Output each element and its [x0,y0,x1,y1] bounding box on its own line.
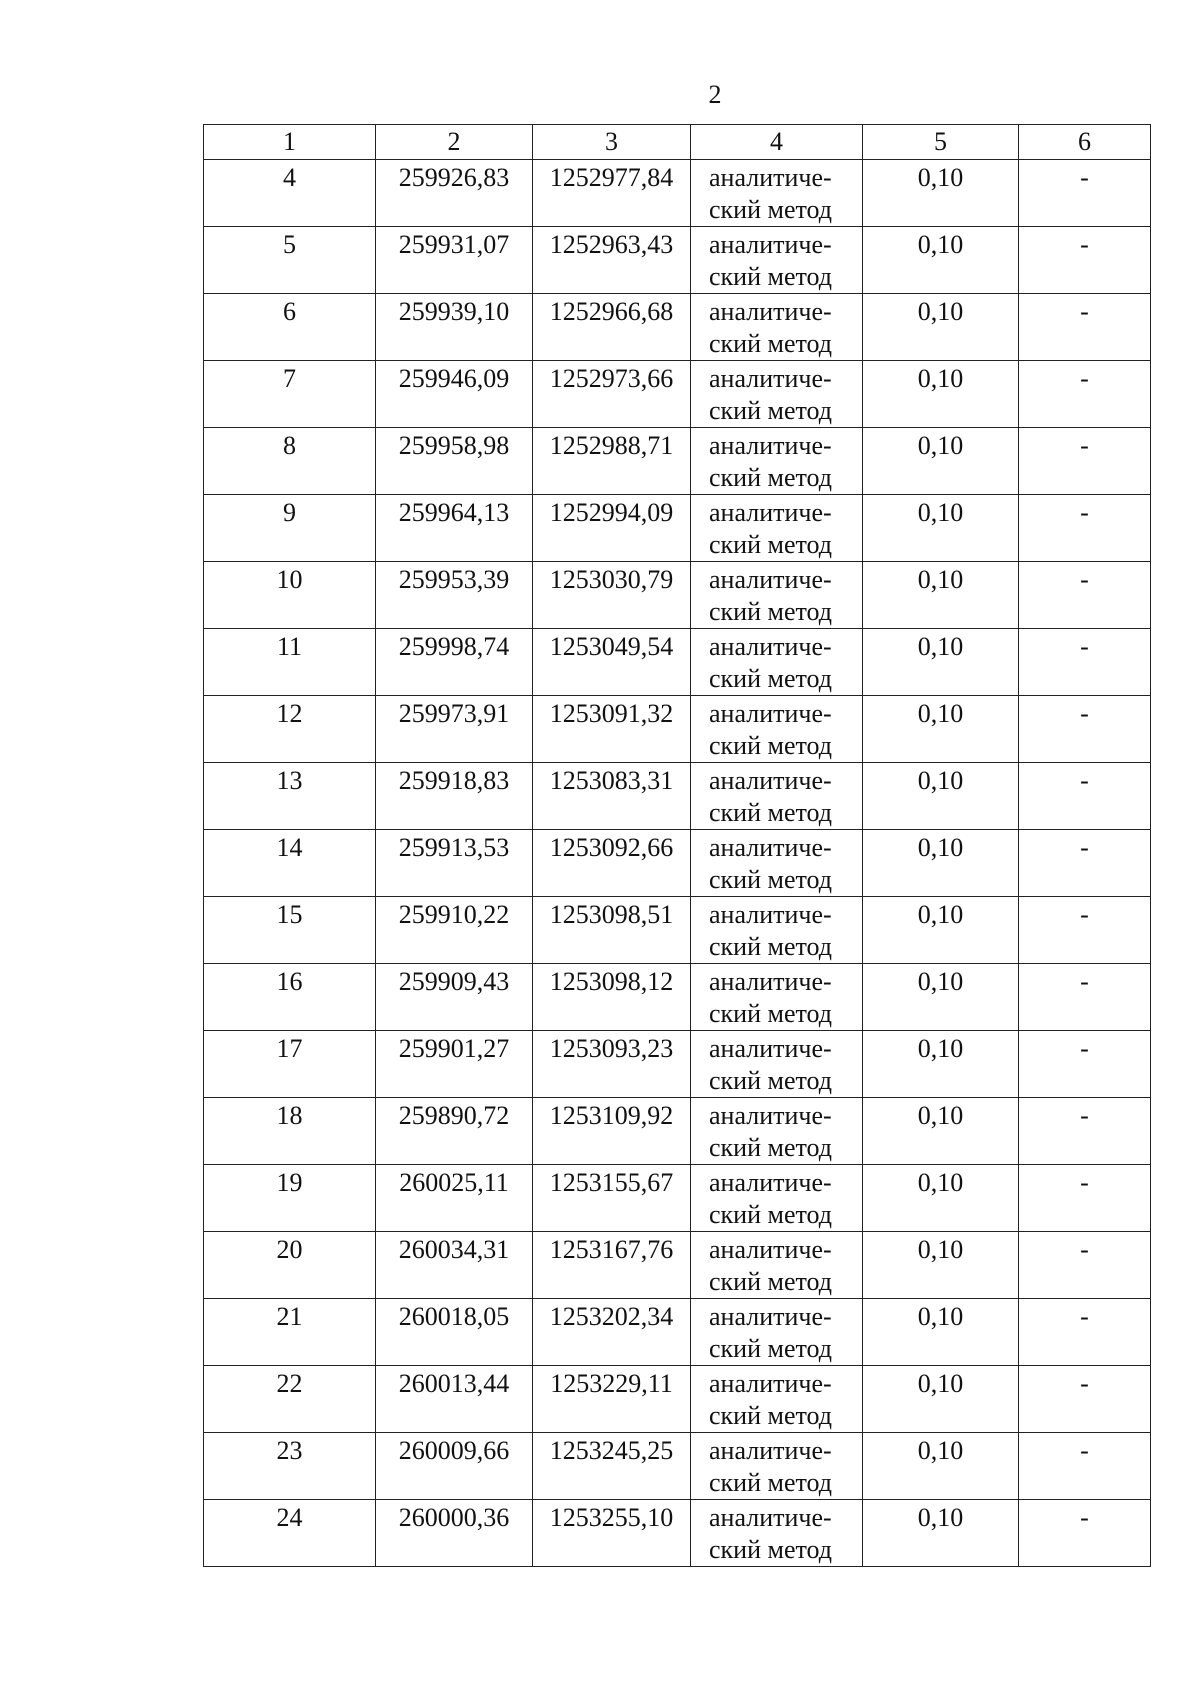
cell-y-coordinate: 1253092,66 [533,830,691,897]
method-line-2: ский метод [709,1267,832,1296]
table-row [204,294,1151,361]
cell-point-number: 20 [204,1232,376,1299]
method-line-2: ский метод [709,463,832,492]
method-line-1: аналитиче- [709,766,832,795]
method-line-2: ский метод [709,597,832,626]
cell-note: - [1019,964,1151,1031]
method-line-2: ский метод [709,731,832,760]
cell-x-coordinate: 259890,72 [376,1098,533,1165]
cell-x-coordinate: 259939,10 [376,294,533,361]
method-line-2: ский метод [709,1133,832,1162]
method-line-2: ский метод [709,1200,832,1229]
cell-y-coordinate: 1253155,67 [533,1165,691,1232]
cell-accuracy: 0,10 [863,428,1019,495]
method-line-2: ский метод [709,1401,832,1430]
table-row [204,361,1151,428]
method-line-1: аналитиче- [709,1503,832,1532]
cell-note: - [1019,1299,1151,1366]
table-row [204,1433,1151,1500]
page-number: 2 [708,80,722,109]
cell-accuracy: 0,10 [863,830,1019,897]
method-line-1: аналитиче- [709,431,832,460]
cell-note: - [1019,1165,1151,1232]
cell-point-number: 23 [204,1433,376,1500]
cell-point-number: 21 [204,1299,376,1366]
method-line-1: аналитиче- [709,967,832,996]
table-row [204,428,1151,495]
cell-method [691,629,863,696]
method-line-1: аналитиче- [709,699,832,728]
table-row [204,1165,1151,1232]
cell-note: - [1019,562,1151,629]
cell-point-number: 17 [204,1031,376,1098]
table-row [204,1366,1151,1433]
cell-method [691,763,863,830]
cell-x-coordinate: 260013,44 [376,1366,533,1433]
method-line-1: аналитиче- [709,364,832,393]
cell-x-coordinate: 260018,05 [376,1299,533,1366]
cell-point-number: 24 [204,1500,376,1567]
method-line-2: ский метод [709,1535,832,1564]
cell-method [691,294,863,361]
table-row [204,763,1151,830]
cell-y-coordinate: 1253245,25 [533,1433,691,1500]
cell-point-number: 11 [204,629,376,696]
table-row [204,1500,1151,1567]
cell-method [691,562,863,629]
cell-note: - [1019,1098,1151,1165]
cell-note: - [1019,1366,1151,1433]
cell-x-coordinate: 259998,74 [376,629,533,696]
table-row [204,227,1151,294]
cell-x-coordinate: 259909,43 [376,964,533,1031]
method-line-2: ский метод [709,396,832,425]
cell-x-coordinate: 260025,11 [376,1165,533,1232]
method-line-2: ский метод [709,195,832,224]
method-line-2: ский метод [709,1066,832,1095]
cell-x-coordinate: 259964,13 [376,495,533,562]
cell-method [691,1500,863,1567]
cell-point-number: 14 [204,830,376,897]
table-row [204,964,1151,1031]
cell-method [691,696,863,763]
cell-y-coordinate: 1253109,92 [533,1098,691,1165]
method-line-2: ский метод [709,999,832,1028]
method-line-1: аналитиче- [709,632,832,661]
cell-x-coordinate: 260034,31 [376,1232,533,1299]
cell-note: - [1019,1433,1151,1500]
cell-method [691,160,863,227]
method-line-1: аналитиче- [709,230,832,259]
method-line-2: ский метод [709,1334,832,1363]
method-line-1: аналитиче- [709,297,832,326]
cell-y-coordinate: 1253049,54 [533,629,691,696]
cell-accuracy: 0,10 [863,1433,1019,1500]
table-row [204,696,1151,763]
cell-accuracy: 0,10 [863,1098,1019,1165]
cell-x-coordinate: 260000,36 [376,1500,533,1567]
cell-method [691,897,863,964]
cell-note: - [1019,830,1151,897]
cell-accuracy: 0,10 [863,763,1019,830]
header-col-2: 2 [376,125,533,160]
cell-point-number: 6 [204,294,376,361]
method-line-1: аналитиче- [709,833,832,862]
cell-method [691,1366,863,1433]
method-line-1: аналитиче- [709,498,832,527]
table-row [204,160,1151,227]
cell-y-coordinate: 1253202,34 [533,1299,691,1366]
cell-point-number: 18 [204,1098,376,1165]
cell-accuracy: 0,10 [863,1165,1019,1232]
method-line-2: ский метод [709,664,832,693]
method-line-2: ский метод [709,262,832,291]
cell-point-number: 15 [204,897,376,964]
cell-y-coordinate: 1252977,84 [533,160,691,227]
cell-note: - [1019,428,1151,495]
cell-x-coordinate: 259953,39 [376,562,533,629]
method-line-2: ский метод [709,1468,832,1497]
table-row [204,1232,1151,1299]
cell-note: - [1019,361,1151,428]
header-col-5: 5 [863,125,1019,160]
cell-x-coordinate: 259958,98 [376,428,533,495]
table-row [204,1299,1151,1366]
table-row [204,1031,1151,1098]
cell-accuracy: 0,10 [863,964,1019,1031]
cell-y-coordinate: 1253030,79 [533,562,691,629]
cell-point-number: 7 [204,361,376,428]
method-line-1: аналитиче- [709,1302,832,1331]
header-col-6: 6 [1019,125,1151,160]
cell-y-coordinate: 1252994,09 [533,495,691,562]
cell-point-number: 4 [204,160,376,227]
cell-accuracy: 0,10 [863,1299,1019,1366]
cell-y-coordinate: 1252963,43 [533,227,691,294]
cell-method [691,428,863,495]
cell-point-number: 12 [204,696,376,763]
method-line-1: аналитиче- [709,900,832,929]
cell-note: - [1019,294,1151,361]
method-line-2: ский метод [709,865,832,894]
cell-accuracy: 0,10 [863,897,1019,964]
cell-accuracy: 0,10 [863,696,1019,763]
cell-y-coordinate: 1253091,32 [533,696,691,763]
cell-note: - [1019,160,1151,227]
cell-accuracy: 0,10 [863,1031,1019,1098]
cell-accuracy: 0,10 [863,294,1019,361]
cell-point-number: 10 [204,562,376,629]
cell-point-number: 16 [204,964,376,1031]
cell-x-coordinate: 259901,27 [376,1031,533,1098]
cell-note: - [1019,696,1151,763]
table-row [204,897,1151,964]
cell-note: - [1019,495,1151,562]
method-line-1: аналитиче- [709,1168,832,1197]
cell-point-number: 8 [204,428,376,495]
cell-note: - [1019,227,1151,294]
method-line-1: аналитиче- [709,565,832,594]
coordinates-table [203,124,1151,1567]
cell-method [691,1031,863,1098]
cell-point-number: 9 [204,495,376,562]
table-row [204,830,1151,897]
cell-x-coordinate: 259918,83 [376,763,533,830]
cell-y-coordinate: 1252973,66 [533,361,691,428]
cell-y-coordinate: 1253083,31 [533,763,691,830]
cell-accuracy: 0,10 [863,495,1019,562]
cell-method [691,227,863,294]
table-row [204,495,1151,562]
cell-note: - [1019,897,1151,964]
cell-x-coordinate: 259973,91 [376,696,533,763]
table-row [204,629,1151,696]
cell-method [691,1232,863,1299]
cell-y-coordinate: 1252988,71 [533,428,691,495]
cell-point-number: 13 [204,763,376,830]
cell-method [691,361,863,428]
cell-x-coordinate: 259910,22 [376,897,533,964]
cell-x-coordinate: 259931,07 [376,227,533,294]
cell-accuracy: 0,10 [863,1232,1019,1299]
cell-accuracy: 0,10 [863,629,1019,696]
cell-accuracy: 0,10 [863,562,1019,629]
cell-y-coordinate: 1252966,68 [533,294,691,361]
cell-x-coordinate: 260009,66 [376,1433,533,1500]
cell-method [691,1165,863,1232]
cell-accuracy: 0,10 [863,1366,1019,1433]
cell-note: - [1019,629,1151,696]
cell-y-coordinate: 1253229,11 [533,1366,691,1433]
cell-method [691,495,863,562]
cell-point-number: 19 [204,1165,376,1232]
cell-note: - [1019,1031,1151,1098]
method-line-2: ский метод [709,329,832,358]
cell-accuracy: 0,10 [863,361,1019,428]
method-line-1: аналитиче- [709,1101,832,1130]
cell-point-number: 22 [204,1366,376,1433]
method-line-2: ский метод [709,530,832,559]
method-line-2: ский метод [709,932,832,961]
cell-x-coordinate: 259946,09 [376,361,533,428]
cell-point-number: 5 [204,227,376,294]
cell-method [691,1299,863,1366]
cell-x-coordinate: 259926,83 [376,160,533,227]
method-line-1: аналитиче- [709,1235,832,1264]
header-col-1: 1 [204,125,376,160]
cell-y-coordinate: 1253093,23 [533,1031,691,1098]
cell-accuracy: 0,10 [863,160,1019,227]
cell-y-coordinate: 1253098,12 [533,964,691,1031]
header-col-3: 3 [533,125,691,160]
header-col-4: 4 [691,125,863,160]
table-header-row [204,125,1151,160]
cell-method [691,964,863,1031]
cell-note: - [1019,1500,1151,1567]
method-line-1: аналитиче- [709,1034,832,1063]
cell-accuracy: 0,10 [863,1500,1019,1567]
table-body [204,160,1151,1567]
cell-method [691,1433,863,1500]
cell-accuracy: 0,10 [863,227,1019,294]
method-line-2: ский метод [709,798,832,827]
cell-y-coordinate: 1253098,51 [533,897,691,964]
cell-x-coordinate: 259913,53 [376,830,533,897]
method-line-1: аналитиче- [709,1436,832,1465]
cell-y-coordinate: 1253167,76 [533,1232,691,1299]
cell-y-coordinate: 1253255,10 [533,1500,691,1567]
method-line-1: аналитиче- [709,163,832,192]
cell-note: - [1019,763,1151,830]
method-line-1: аналитиче- [709,1369,832,1398]
table-row [204,1098,1151,1165]
cell-note: - [1019,1232,1151,1299]
cell-method [691,1098,863,1165]
table-row [204,562,1151,629]
cell-method [691,830,863,897]
